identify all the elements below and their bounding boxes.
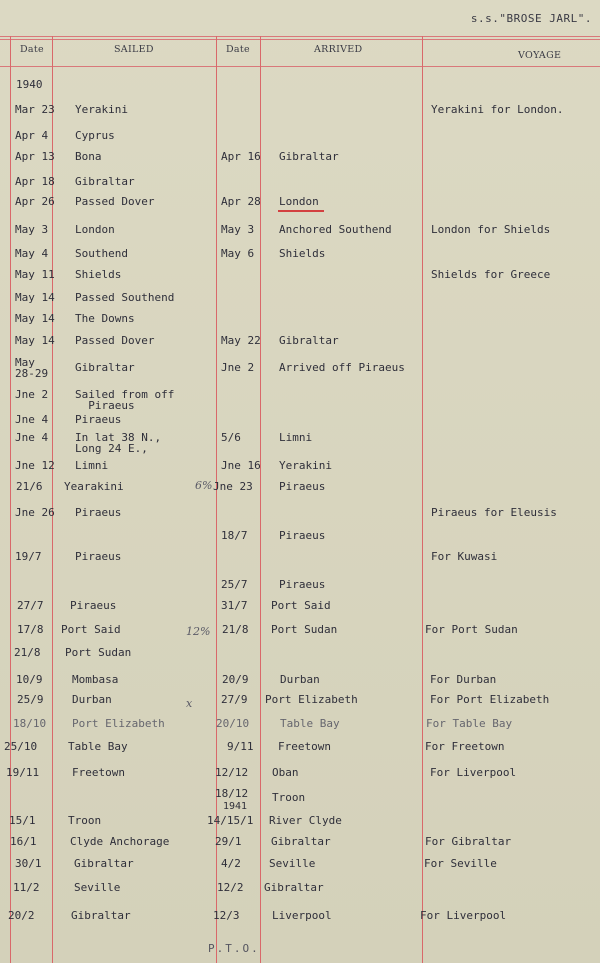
- sailed-date: Apr 4: [15, 129, 49, 142]
- sailed-port: Gibraltar: [74, 857, 134, 870]
- sailed-date: 30/1: [15, 857, 42, 870]
- arrived-date: 18/7: [221, 529, 248, 542]
- sailed-date: May 14: [15, 334, 55, 347]
- arrived-port: Gibraltar: [279, 334, 339, 347]
- arrived-date: 12/12: [215, 766, 249, 779]
- arrived-date: May 6: [221, 247, 255, 260]
- arrived-date: 25/7: [221, 578, 248, 591]
- voyage-note: Yerakini for London.: [431, 103, 564, 116]
- sailed-date: May 14: [15, 291, 55, 304]
- sailed-port: Piraeus: [70, 599, 117, 612]
- arrived-date: 4/2: [221, 857, 241, 870]
- sailed-date: Apr 13: [15, 150, 55, 163]
- column-rule: [422, 36, 423, 963]
- arrived-date: 14/15/1: [207, 814, 254, 827]
- arrived-port: Troon: [272, 791, 306, 804]
- arrived-date: May 22: [221, 334, 261, 347]
- sailed-date: Mar 23: [15, 103, 55, 116]
- sailed-date: 25/10: [4, 740, 38, 753]
- arrived-port: Port Sudan: [271, 623, 338, 636]
- sailed-port: Passed Dover: [75, 195, 155, 208]
- arrived-date: 5/6: [221, 431, 241, 444]
- voyage-note: For Freetown: [425, 740, 505, 753]
- ship-name-header: s.s."BROSE JARL".: [470, 12, 592, 25]
- sailed-date: 16/1: [10, 835, 37, 848]
- arrived-date: Apr 16: [221, 150, 261, 163]
- arrived-port: Yerakini: [279, 459, 332, 472]
- arrived-port: Oban: [272, 766, 299, 779]
- col-head-arrived: ARRIVED: [314, 44, 363, 55]
- sailed-date: 21/6: [16, 480, 43, 493]
- sailed-date: 18/10: [13, 717, 47, 730]
- sailed-port: Passed Dover: [75, 334, 155, 347]
- arrived-date: May 3: [221, 223, 255, 236]
- sailed-port: Southend: [75, 247, 128, 260]
- sailed-port: Port Sudan: [65, 646, 132, 659]
- arrived-date: Apr 28: [221, 195, 261, 208]
- arrived-date: 20/9: [222, 673, 249, 686]
- arrived-port: Shields: [279, 247, 326, 260]
- arrived-port: Seville: [269, 857, 316, 870]
- voyage-note: For Port Elizabeth: [430, 693, 550, 706]
- voyage-note: For Port Sudan: [425, 623, 518, 636]
- sailed-date: Jne 26: [15, 506, 55, 519]
- sailed-date: Jne 12: [15, 459, 55, 472]
- sailed-port: Durban: [72, 693, 112, 706]
- sailed-date: May 28-29: [15, 356, 49, 380]
- sailed-date: Jne 4: [15, 431, 49, 444]
- sailed-port: London: [75, 223, 115, 236]
- voyage-note: For Durban: [430, 673, 497, 686]
- sailed-port: Yerakini: [75, 103, 128, 116]
- col-head-arrived-date: Date: [226, 44, 250, 55]
- arrived-port: Gibraltar: [279, 150, 339, 163]
- voyage-note: For Seville: [424, 857, 497, 870]
- sailed-date: 19/7: [15, 550, 42, 563]
- page-turn-over: P.T.O.: [208, 942, 260, 955]
- arrived-port: Gibraltar: [264, 881, 324, 894]
- voyage-note: For Gibraltar: [425, 835, 512, 848]
- arrived-date: 29/1: [215, 835, 242, 848]
- arrived-date: Jne 16: [221, 459, 261, 472]
- top-rule: [0, 36, 600, 37]
- arrived-date: 12/3: [213, 909, 240, 922]
- sailed-port: The Downs: [75, 312, 135, 325]
- sailed-port: Gibraltar: [75, 361, 135, 374]
- sailed-date: 20/2: [8, 909, 35, 922]
- red-underline: [278, 210, 324, 212]
- sailed-port: Cyprus: [75, 129, 115, 142]
- arrived-date: Jne 23: [213, 480, 253, 493]
- margin-annotation: x: [186, 697, 193, 710]
- sailed-port: Sailed from off Piraeus: [75, 388, 175, 412]
- sailed-date: 27/7: [17, 599, 44, 612]
- sailed-port: Table Bay: [68, 740, 128, 753]
- arrived-date: 21/8: [222, 623, 249, 636]
- arrived-port: Port Said: [271, 599, 331, 612]
- sailed-date: May 3: [15, 223, 49, 236]
- col-head-sailed-date: Date: [20, 44, 44, 55]
- sailed-port: Port Elizabeth: [72, 717, 165, 730]
- arrived-date: 18/12: [215, 787, 249, 800]
- sailed-port: Limni: [75, 459, 109, 472]
- arrived-port: Table Bay: [280, 717, 340, 730]
- arrived-port: Gibraltar: [271, 835, 331, 848]
- sailed-date: May 11: [15, 268, 55, 281]
- voyage-note: Piraeus for Eleusis: [431, 506, 557, 519]
- arrived-date: 31/7: [221, 599, 248, 612]
- margin-annotation: 6%: [195, 479, 213, 492]
- sailed-date: Jne 2: [15, 388, 49, 401]
- year-1940: 1940: [16, 78, 43, 91]
- sailed-port: In lat 38 N., Long 24 E.,: [75, 431, 162, 455]
- sailed-date: Jne 4: [15, 413, 49, 426]
- sailed-port: Gibraltar: [71, 909, 131, 922]
- arrived-port: Piraeus: [279, 480, 326, 493]
- arrived-date: 27/9: [221, 693, 248, 706]
- arrived-port: Port Elizabeth: [265, 693, 358, 706]
- sailed-port: Shields: [75, 268, 122, 281]
- col-head-sailed: SAILED: [114, 44, 154, 55]
- arrived-port: Durban: [280, 673, 320, 686]
- header-rule: [0, 66, 600, 67]
- arrived-port: River Clyde: [269, 814, 342, 827]
- sailed-date: 19/11: [6, 766, 40, 779]
- sailed-port: Yearakini: [64, 480, 124, 493]
- sailed-date: Apr 26: [15, 195, 55, 208]
- voyage-note: For Liverpool: [420, 909, 507, 922]
- sailed-date: May 14: [15, 312, 55, 325]
- column-rule: [260, 36, 261, 963]
- sailed-port: Seville: [74, 881, 121, 894]
- sailed-date: May 4: [15, 247, 49, 260]
- sailed-date: 15/1: [9, 814, 36, 827]
- arrived-port: Arrived off Piraeus: [279, 361, 405, 374]
- voyage-note: For Table Bay: [426, 717, 513, 730]
- sailed-port: Mombasa: [72, 673, 119, 686]
- sailed-port: Freetown: [72, 766, 125, 779]
- arrived-port: Piraeus: [279, 578, 326, 591]
- voyage-note: London for Shields: [431, 223, 551, 236]
- arrived-port: Piraeus: [279, 529, 326, 542]
- arrived-date: Jne 2: [221, 361, 255, 374]
- col-head-voyage: VOYAGE: [518, 50, 562, 61]
- arrived-port: London: [279, 195, 319, 208]
- sailed-port: Gibraltar: [75, 175, 135, 188]
- voyage-note: Shields for Greece: [431, 268, 551, 281]
- sailed-port: Piraeus: [75, 550, 122, 563]
- sailed-date: 10/9: [16, 673, 43, 686]
- arrived-date: 9/11: [227, 740, 254, 753]
- sailed-port: Clyde Anchorage: [70, 835, 170, 848]
- sailed-date: 25/9: [17, 693, 44, 706]
- sailed-date: 21/8: [14, 646, 41, 659]
- sailed-port: Port Said: [61, 623, 121, 636]
- voyage-note: For Liverpool: [430, 766, 517, 779]
- margin-annotation: 12%: [186, 625, 211, 638]
- sailed-port: Piraeus: [75, 413, 122, 426]
- arrived-port: Limni: [279, 431, 313, 444]
- sailed-date: 11/2: [13, 881, 40, 894]
- arrived-port: Anchored Southend: [279, 223, 392, 236]
- sailed-date: Apr 18: [15, 175, 55, 188]
- sailed-date: 17/8: [17, 623, 44, 636]
- sailed-port: Piraeus: [75, 506, 122, 519]
- sailed-port: Troon: [68, 814, 102, 827]
- arrived-date: 20/10: [216, 717, 250, 730]
- year-1941: 1941: [223, 801, 248, 812]
- top-rule-double: [0, 39, 600, 40]
- sailed-port: Passed Southend: [75, 291, 175, 304]
- arrived-port: Freetown: [278, 740, 331, 753]
- voyage-note: For Kuwasi: [431, 550, 498, 563]
- arrived-date: 12/2: [217, 881, 244, 894]
- arrived-port: Liverpool: [272, 909, 332, 922]
- sailed-port: Bona: [75, 150, 102, 163]
